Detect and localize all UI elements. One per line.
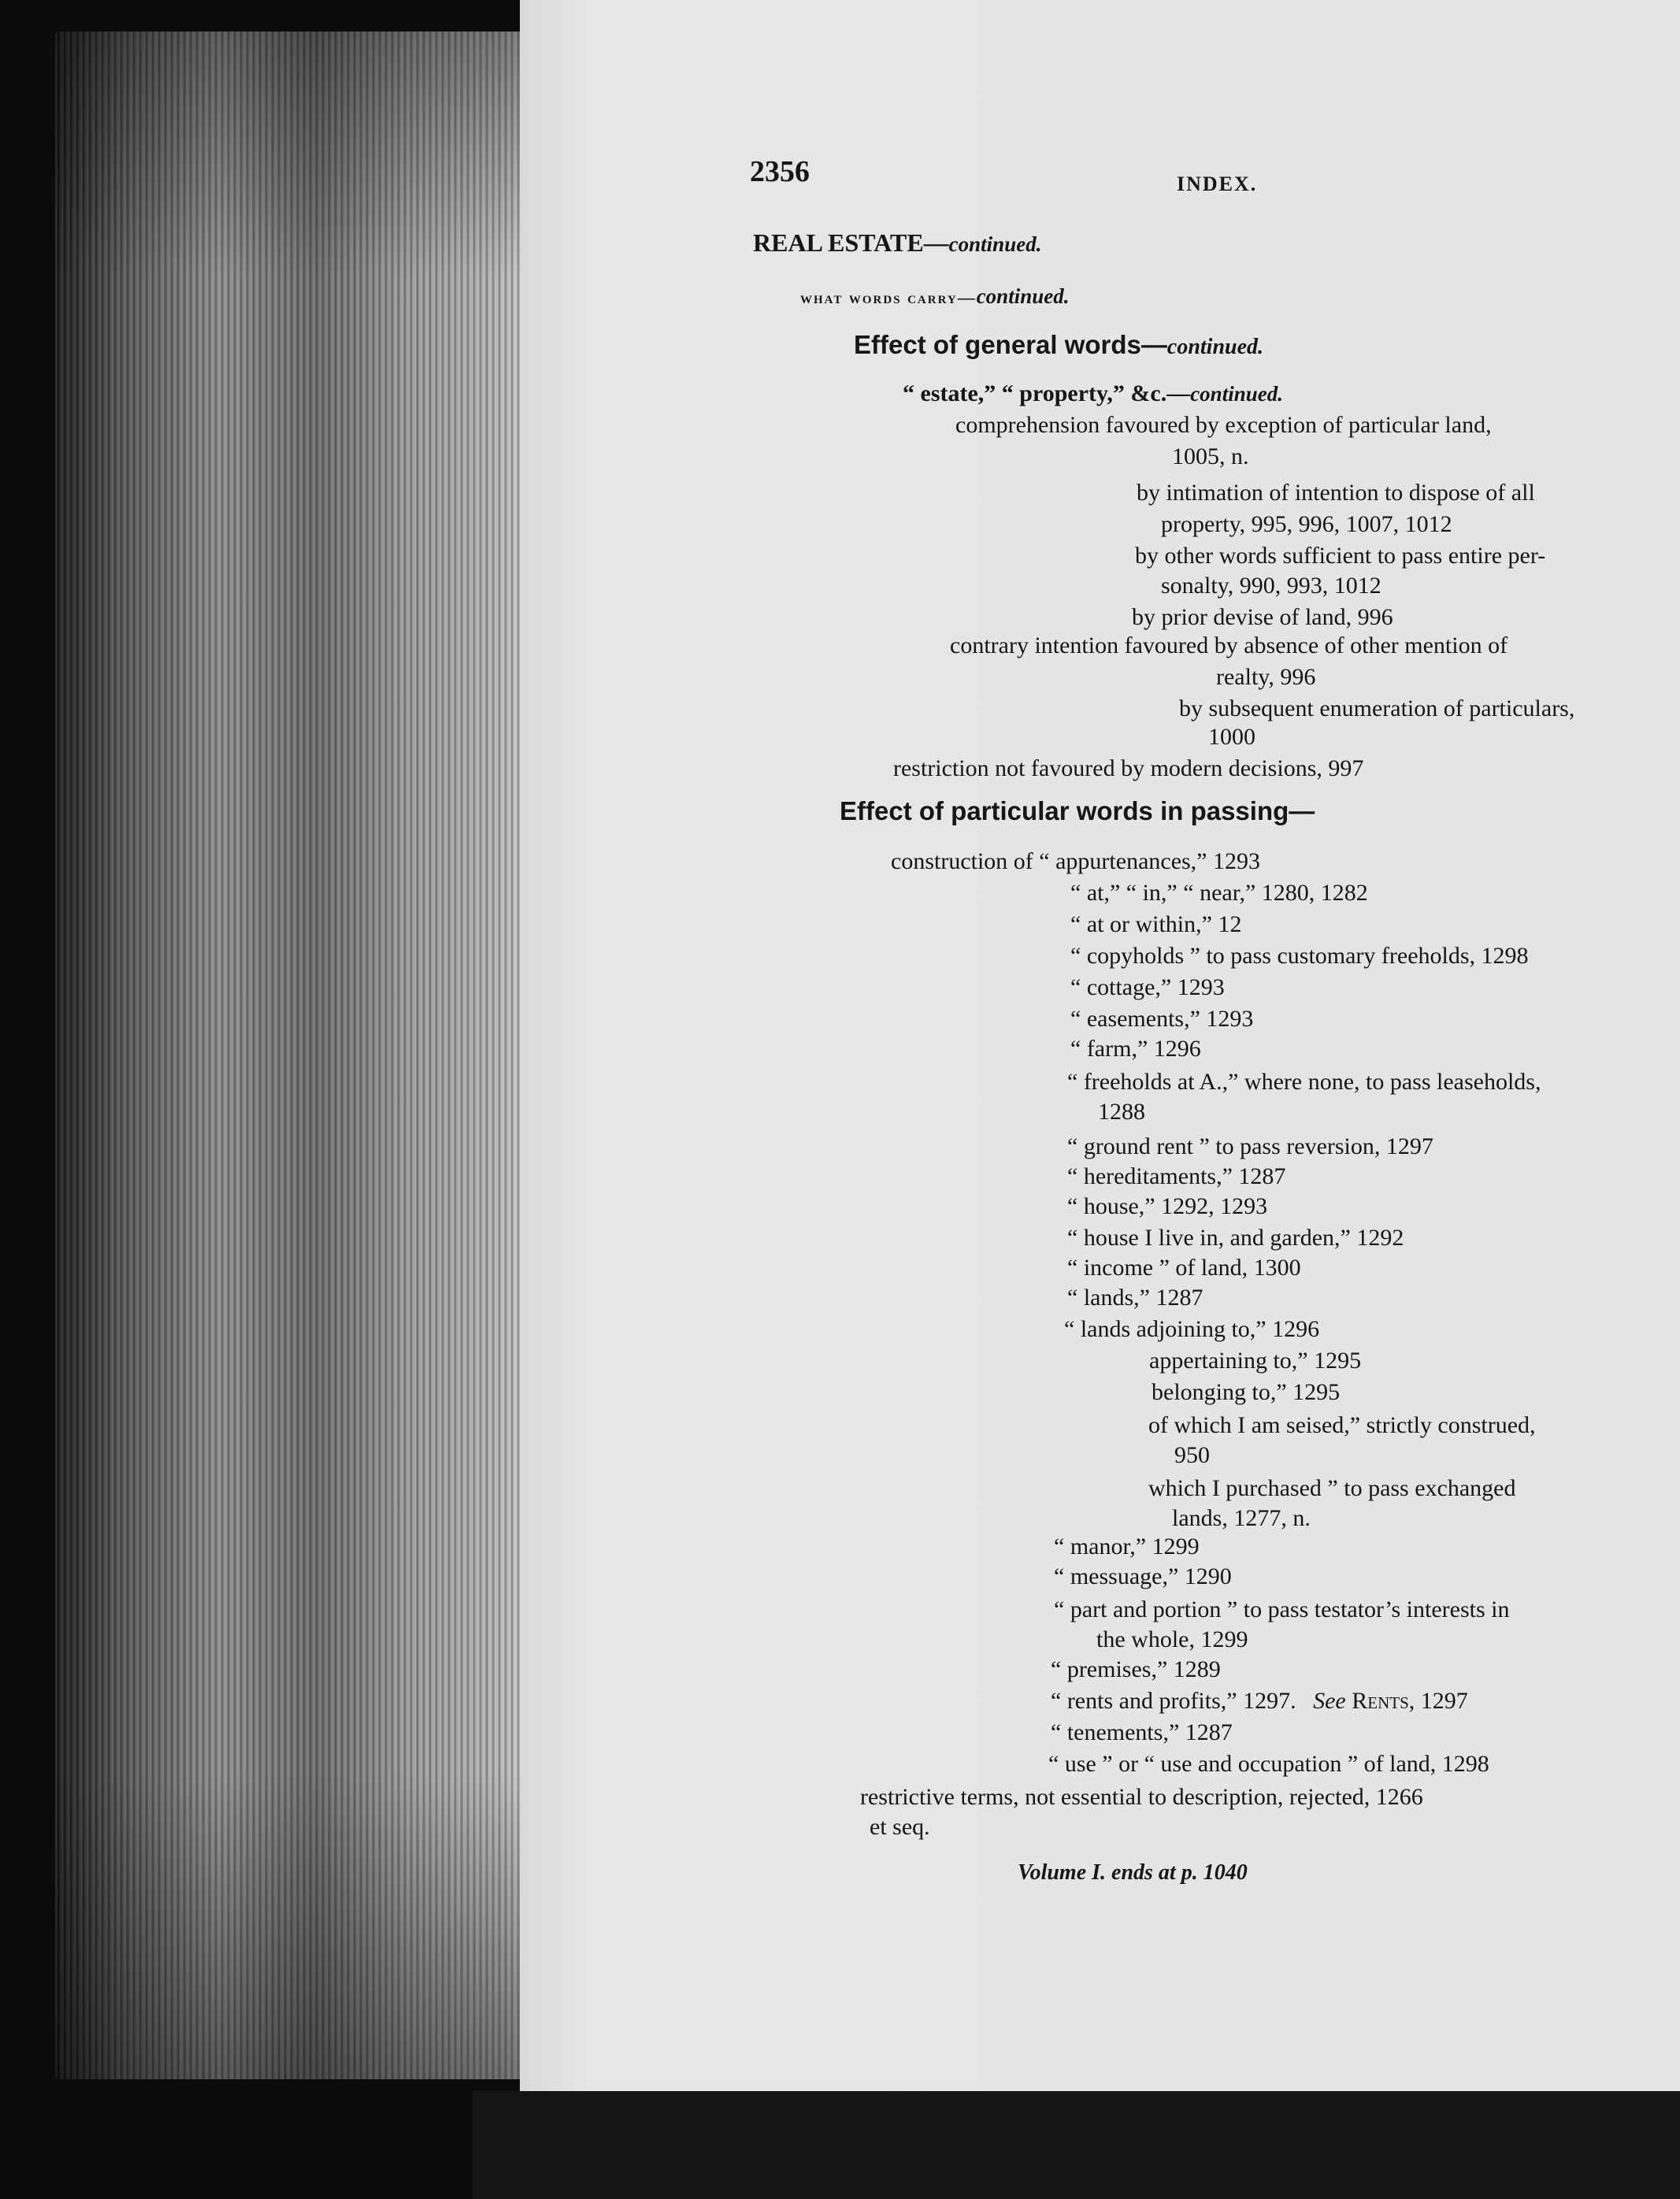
- index-entry: belonging to,” 1295: [1152, 1379, 1341, 1405]
- index-entry: “ manor,” 1299: [1054, 1533, 1200, 1559]
- see-reference-word: See: [1313, 1688, 1346, 1714]
- index-entry-rents: [1051, 1687, 1468, 1715]
- main-heading-text: REAL ESTATE—: [753, 228, 949, 257]
- cross-reference: Rents, 1297: [1352, 1688, 1468, 1714]
- index-entry: 1288: [1098, 1099, 1145, 1125]
- main-heading-cont: continued.: [948, 232, 1042, 256]
- index-entry: comprehension favoured by exception of particular land,: [955, 412, 1492, 438]
- index-entry: “ ground rent ” to pass reversion, 1297: [1067, 1133, 1433, 1159]
- particular-words-heading: Effect of particular words in passing—: [840, 796, 1315, 825]
- index-entry: “ cottage,” 1293: [1070, 974, 1225, 1000]
- rents-prefix: “ rents and profits,” 1297.: [1051, 1688, 1296, 1714]
- index-entry: by other words sufficient to pass entire per-: [1135, 543, 1546, 569]
- index-entry: of which I am seised,” strictly construed,: [1148, 1412, 1536, 1438]
- index-entry: “ freeholds at A.,” where none, to pass leaseholds,: [1067, 1069, 1541, 1095]
- general-words-heading-text: Effect of general words—: [854, 330, 1167, 359]
- running-head: INDEX.: [1177, 172, 1258, 195]
- index-entry: “ at or within,” 12: [1070, 911, 1242, 937]
- index-entry: et seq.: [870, 1814, 930, 1840]
- index-entry: contrary intention favoured by absence of other mention of: [950, 632, 1508, 658]
- index-entry: sonalty, 990, 993, 1012: [1161, 573, 1381, 599]
- index-entry: lands, 1277, n.: [1172, 1505, 1311, 1531]
- main-heading: [753, 228, 1041, 258]
- general-words-heading: [854, 331, 1263, 362]
- index-entry: “ part and portion ” to pass testator’s interests in: [1054, 1596, 1510, 1622]
- index-entry: which I purchased ” to pass exchanged: [1148, 1475, 1516, 1501]
- index-entry: “ copyholds ” to pass customary freeholds, 1298: [1070, 943, 1529, 969]
- index-entry: realty, 996: [1216, 664, 1316, 690]
- index-entry: “ income ” of land, 1300: [1067, 1255, 1301, 1281]
- index-entry: “ messuage,” 1290: [1054, 1563, 1232, 1589]
- index-entry: construction of “ appurtenances,” 1293: [891, 848, 1260, 874]
- index-entry: “ tenements,” 1287: [1051, 1719, 1233, 1745]
- index-entry: “ farm,” 1296: [1070, 1036, 1201, 1062]
- index-entry: “ lands adjoining to,” 1296: [1064, 1316, 1320, 1342]
- subheading-cont: continued.: [976, 284, 1070, 308]
- index-entry: “ use ” or “ use and occupation ” of land, 1298: [1048, 1751, 1489, 1777]
- estate-line-text: “ estate,” “ property,” &c.—: [903, 380, 1191, 406]
- index-entry: “ hereditaments,” 1287: [1067, 1163, 1286, 1189]
- volume-end-note: Volume I. ends at p. 1040: [1018, 1860, 1248, 1885]
- index-entry: “ premises,” 1289: [1051, 1656, 1221, 1682]
- index-entry: the whole, 1299: [1096, 1626, 1248, 1652]
- general-words-heading-cont: continued.: [1166, 335, 1264, 359]
- index-entry: by subsequent enumeration of particulars,: [1179, 695, 1575, 721]
- index-entry: “ house I live in, and garden,” 1292: [1067, 1225, 1404, 1251]
- index-entry: restriction not favoured by modern decisions, 997: [893, 755, 1364, 781]
- subheading-text: what words carry—: [800, 287, 977, 307]
- index-entry: 1000: [1208, 724, 1255, 750]
- page-bottom-shadow: [473, 2091, 1680, 2199]
- index-entry: “ lands,” 1287: [1067, 1285, 1203, 1311]
- page-number: 2356: [750, 155, 810, 188]
- index-entry: property, 995, 996, 1007, 1012: [1161, 511, 1452, 537]
- index-entry: “ easements,” 1293: [1070, 1006, 1254, 1032]
- page-edges-shading: [55, 32, 528, 2079]
- index-entry: appertaining to,” 1295: [1149, 1348, 1362, 1374]
- estate-line: [903, 380, 1283, 408]
- estate-line-cont: continued.: [1190, 382, 1283, 406]
- index-entry: 1005, n.: [1172, 443, 1249, 469]
- index-entry: “ house,” 1292, 1293: [1067, 1193, 1268, 1219]
- index-entry: restrictive terms, not essential to description, rejected, 1266: [860, 1784, 1423, 1810]
- index-entry: by prior devise of land, 996: [1132, 604, 1393, 630]
- subheading: [800, 282, 1069, 312]
- index-entry: 950: [1174, 1442, 1210, 1468]
- index-entry: “ at,” “ in,” “ near,” 1280, 1282: [1070, 880, 1368, 906]
- index-entry: by intimation of intention to dispose of all: [1137, 480, 1535, 506]
